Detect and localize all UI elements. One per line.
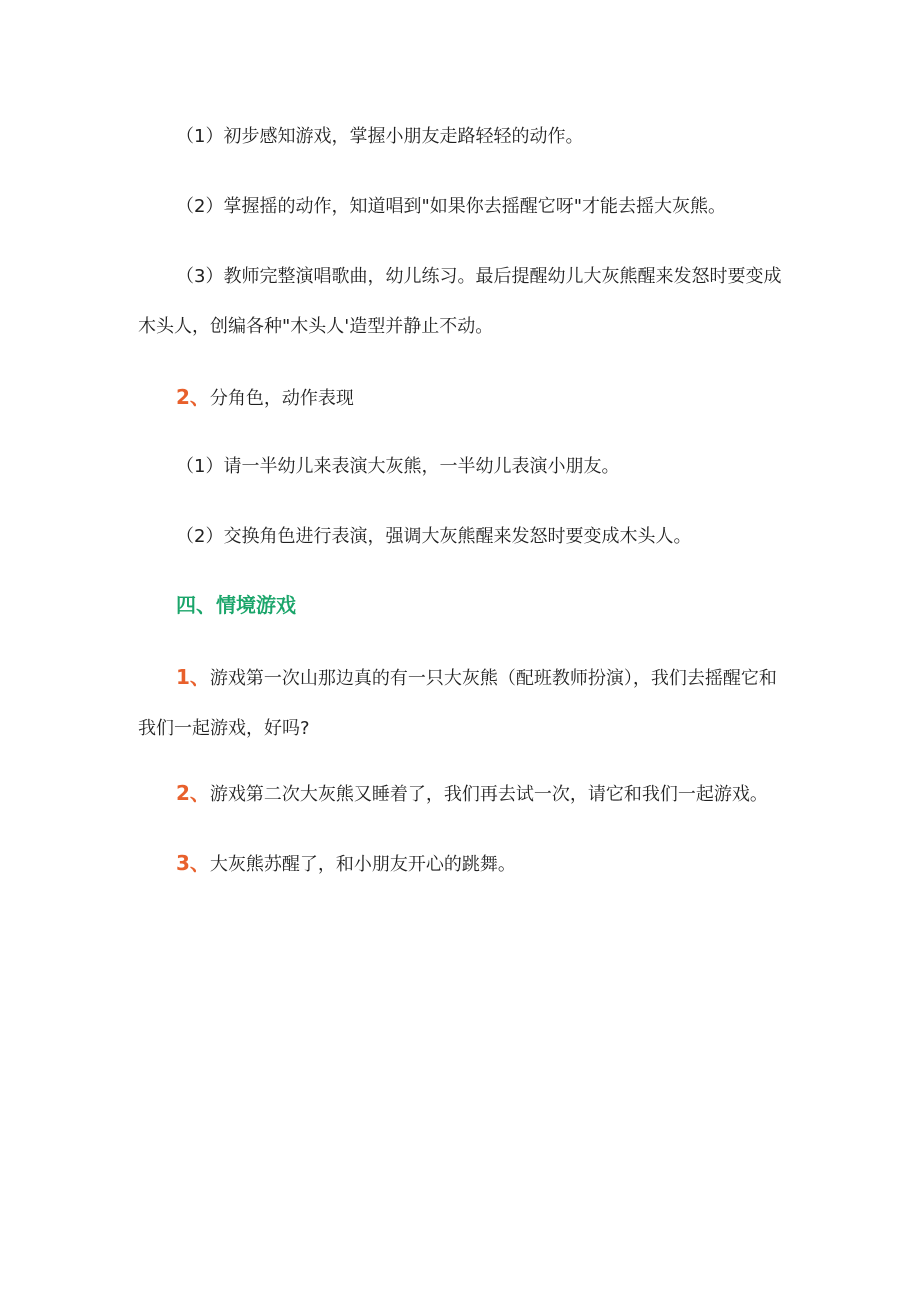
game-step-1-text: 游戏第一次山那边真的有一只大灰熊（配班教师扮演），我们去摇醒它和我们一起游戏，好吗? [138,668,777,739]
paragraph-step-3: （3）教师完整演唱歌曲，幼儿练习。最后提醒幼儿大灰熊醒来发怒时要变成木头人，创编各种"木头人'造型并静止不动。 [138,266,782,337]
game-step-3 [138,838,788,890]
game-step-3-text: 大灰熊苏醒了，和小朋友开心的跳舞。 [209,854,516,875]
paragraph-step-1: （1）初步感知游戏，掌握小朋友走路轻轻的动作。 [176,126,584,147]
game-step-1-number: 1、 [176,665,210,689]
game-step-2-number: 2、 [176,781,210,805]
section-2-title [138,372,788,424]
section-2-text: 分角色，动作表现 [209,388,354,409]
game-step-1 [138,652,788,754]
game-step-3-number: 3、 [176,851,210,875]
paragraph-role-2: （2）交换角色进行表演，强调大灰熊醒来发怒时要变成木头人。 [176,526,692,547]
section-4-heading: 四、情境游戏 [176,593,296,617]
section-2-number: 2、 [176,385,210,409]
game-step-2 [138,768,788,820]
paragraph-role-1: （1）请一半幼儿来表演大灰熊，一半幼儿表演小朋友。 [176,456,620,477]
paragraph-step-2: （2）掌握摇的动作，知道唱到"如果你去摇醒它呀"才能去摇大灰熊。 [176,196,727,217]
game-step-2-text: 游戏第二次大灰熊又睡着了，我们再去试一次，请它和我们一起游戏。 [209,784,768,805]
